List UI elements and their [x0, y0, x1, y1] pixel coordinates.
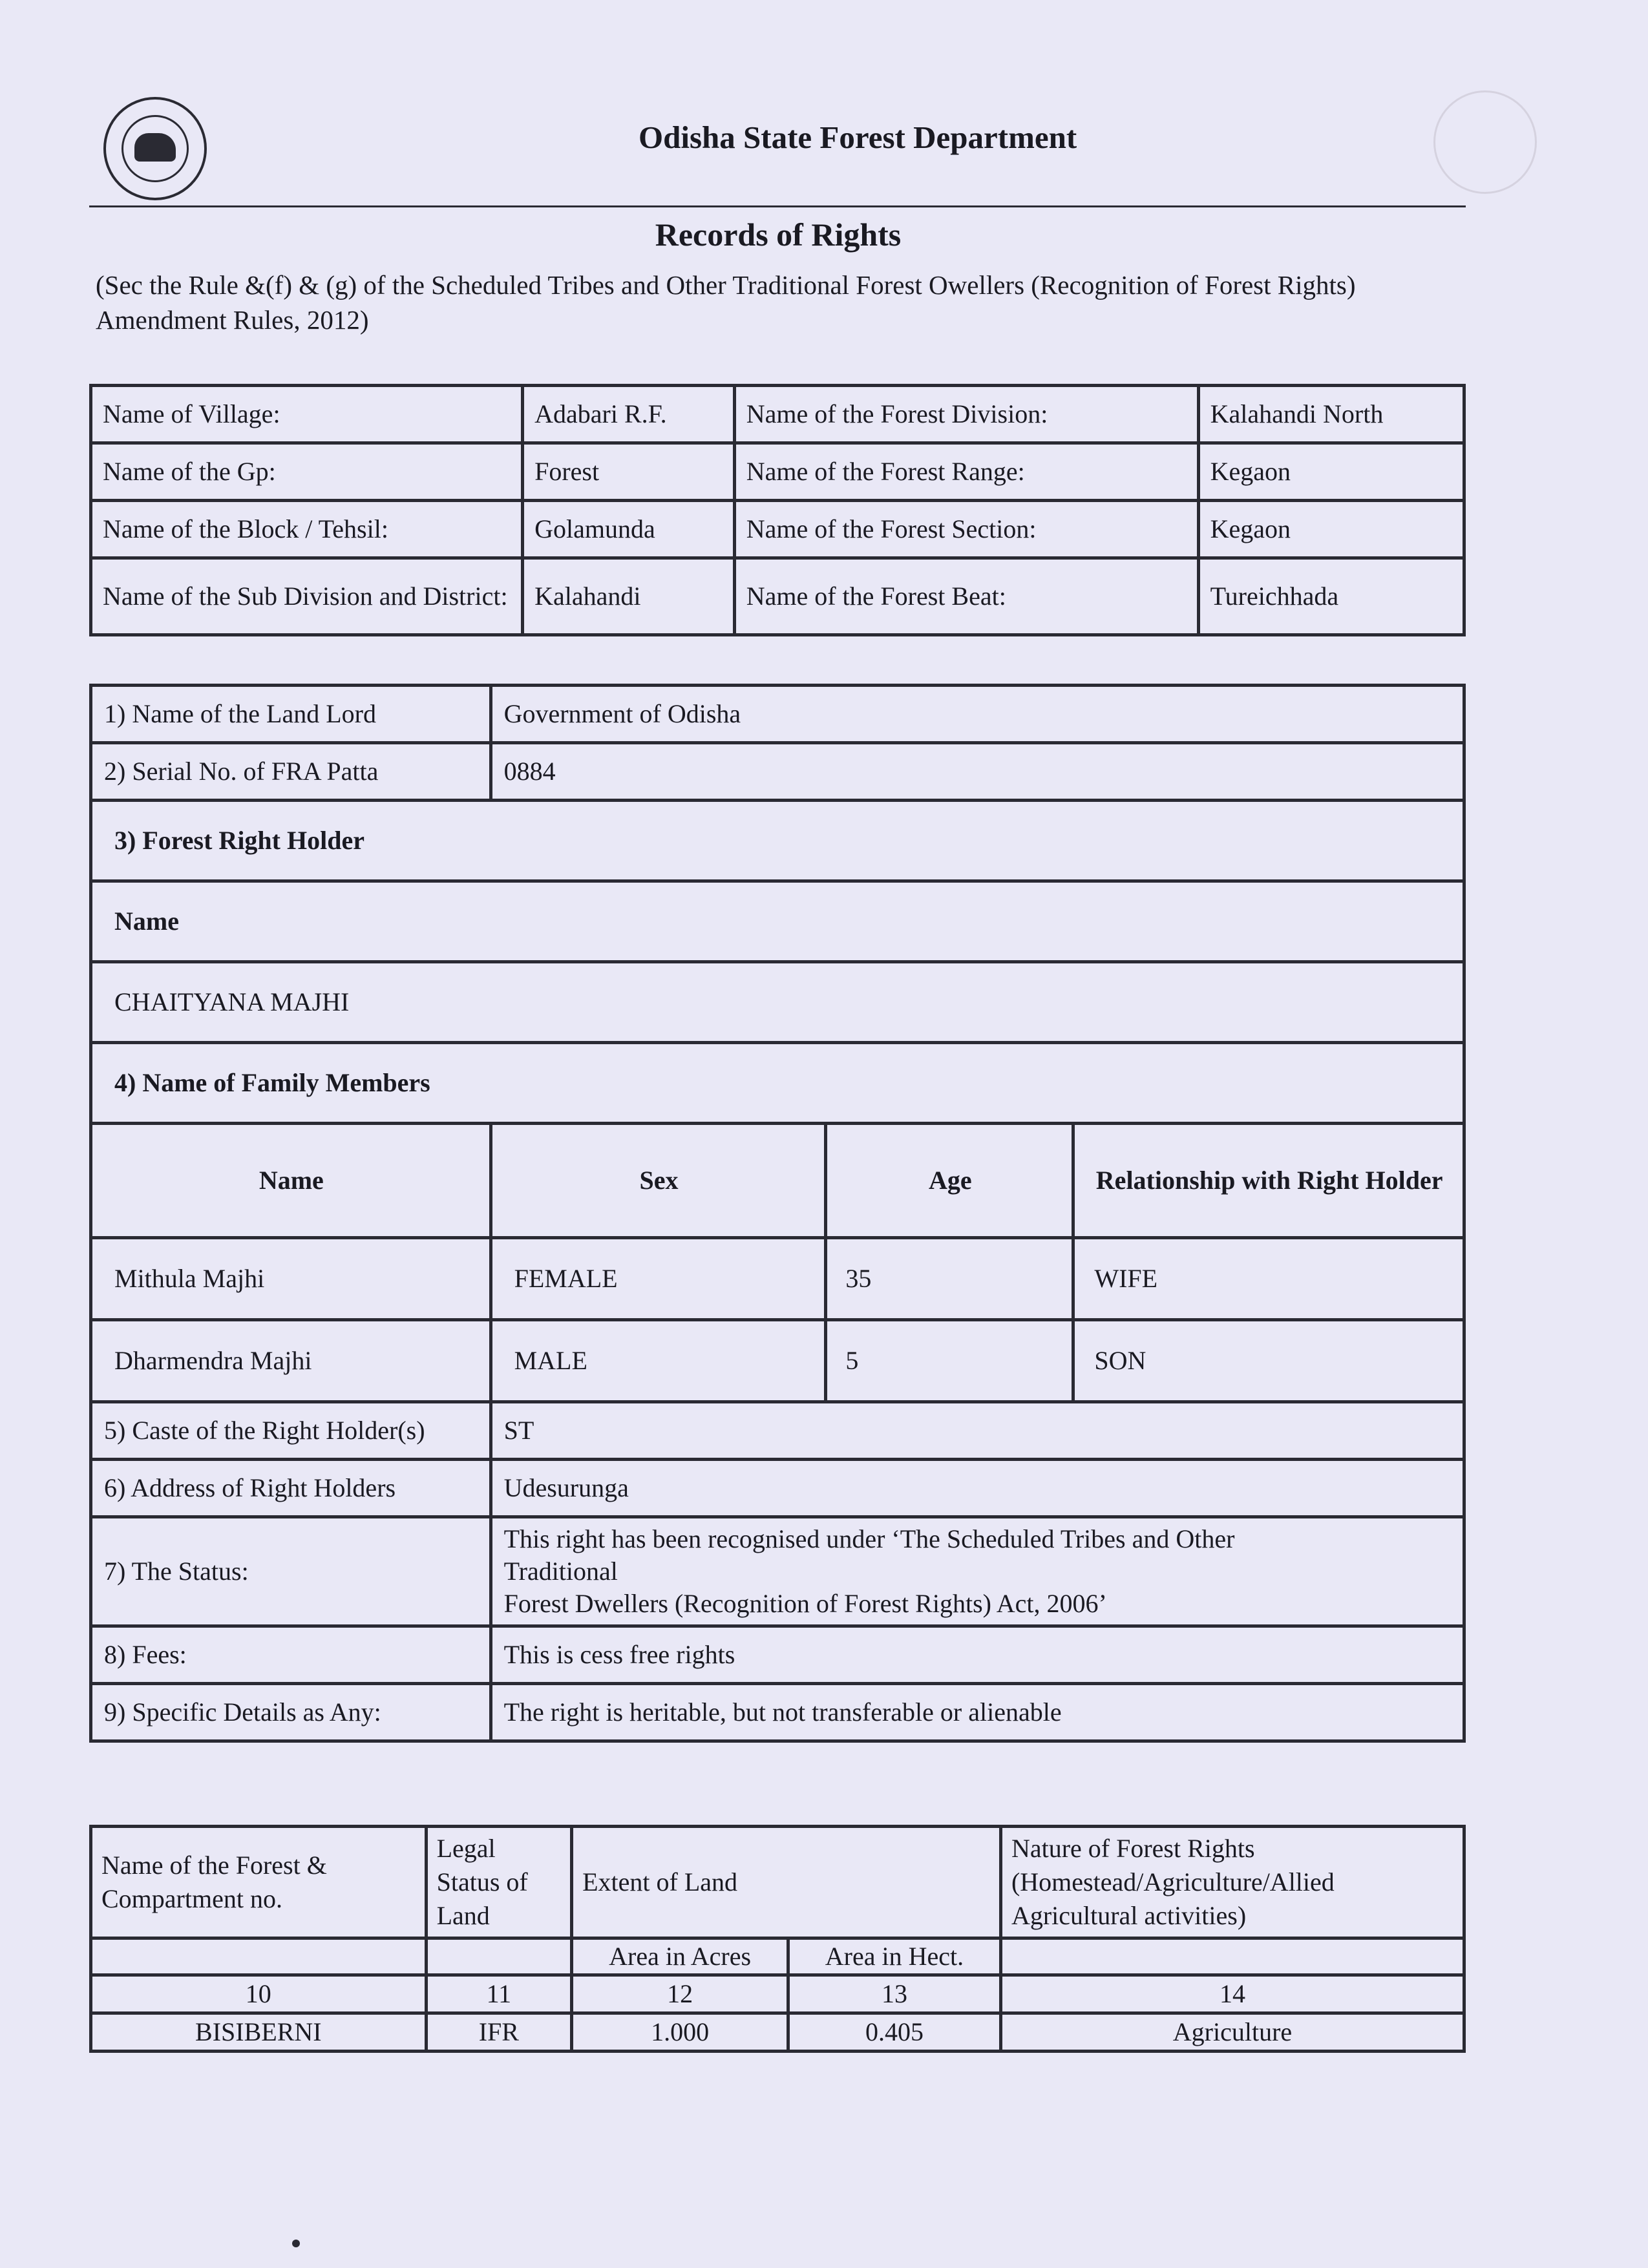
- table-row: [91, 1238, 1464, 1320]
- status-label: 7) The Status:: [91, 1517, 491, 1626]
- location-table: [89, 384, 1466, 636]
- table-row: [91, 1460, 1464, 1517]
- member-age: 35: [826, 1238, 1073, 1320]
- status-line: Traditional: [503, 1557, 618, 1586]
- table-row: [91, 1517, 1464, 1626]
- address-value: Udesurunga: [491, 1460, 1464, 1517]
- forest-beat-label: Name of the Forest Beat:: [734, 558, 1198, 635]
- table-row: [91, 2013, 1464, 2052]
- caste-value: ST: [491, 1402, 1464, 1460]
- family-col-sex: Sex: [491, 1124, 826, 1238]
- gp-label: Name of the Gp:: [91, 443, 523, 501]
- col-number: 11: [426, 1975, 572, 2013]
- fees-value: This is cess free rights: [491, 1626, 1464, 1684]
- col-number: 14: [1000, 1975, 1464, 2013]
- land-table: [89, 1825, 1466, 2053]
- land-acres-value: 1.000: [572, 2013, 788, 2052]
- table-row: [91, 1043, 1464, 1124]
- status-value: [491, 1517, 1464, 1626]
- family-col-name: Name: [91, 1124, 491, 1238]
- col-number: 12: [572, 1975, 788, 2013]
- caste-label: 5) Caste of the Right Holder(s): [91, 1402, 491, 1460]
- department-title: Odisha State Forest Department: [639, 120, 1077, 155]
- holder-heading: 3) Forest Right Holder: [91, 801, 1464, 881]
- document-subtitle: (Sec the Rule &(f) & (g) of the Scheduled Tribes and Other Traditional Forest Owellers (Recognition of Forest Rights) Amendment Rules, 2012): [96, 270, 1356, 335]
- forest-section-label: Name of the Forest Section:: [734, 501, 1198, 558]
- land-legal-value: IFR: [426, 2013, 572, 2052]
- land-col-nature: Nature of Forest Rights (Homestead/Agriculture/Allied Agricultural activities): [1000, 1827, 1464, 1938]
- block-value: Golamunda: [523, 501, 735, 558]
- table-row: [91, 1684, 1464, 1741]
- gp-value: Forest: [523, 443, 735, 501]
- table-row: [91, 558, 1464, 635]
- member-relation: SON: [1073, 1320, 1464, 1402]
- table-row: [91, 1402, 1464, 1460]
- ink-dot: [292, 2240, 300, 2247]
- land-nature-value: Agriculture: [1000, 2013, 1464, 2052]
- forest-division-label: Name of the Forest Division:: [734, 386, 1198, 443]
- land-forest-value: BISIBERNI: [91, 2013, 427, 2052]
- table-row: [91, 386, 1464, 443]
- member-age: 5: [826, 1320, 1073, 1402]
- land-sub-hect: Area in Hect.: [788, 1938, 1001, 1975]
- member-name: Dharmendra Majhi: [91, 1320, 491, 1402]
- family-heading: 4) Name of Family Members: [91, 1043, 1464, 1124]
- header-divider: [89, 205, 1466, 207]
- forest-range-value: Kegaon: [1198, 443, 1464, 501]
- serial-value: 0884: [491, 743, 1464, 801]
- member-sex: FEMALE: [491, 1238, 826, 1320]
- fees-label: 8) Fees:: [91, 1626, 491, 1684]
- rights-details-table: [89, 684, 1466, 1743]
- serial-label: 2) Serial No. of FRA Patta: [91, 743, 491, 801]
- village-label: Name of Village:: [91, 386, 523, 443]
- forest-section-value: Kegaon: [1198, 501, 1464, 558]
- subdivision-value: Kalahandi: [523, 558, 735, 635]
- member-name: Mithula Majhi: [91, 1238, 491, 1320]
- odisha-emblem-icon: [103, 97, 207, 200]
- land-col-forest: Name of the Forest & Compartment no.: [91, 1827, 427, 1938]
- land-subheader-row: [91, 1938, 1464, 1975]
- subdivision-label: Name of the Sub Division and District:: [91, 558, 523, 635]
- table-row: [91, 1626, 1464, 1684]
- table-row: [91, 881, 1464, 962]
- land-lord-value: Government of Odisha: [491, 686, 1464, 743]
- table-row: [91, 501, 1464, 558]
- table-row: [91, 443, 1464, 501]
- table-row: [91, 743, 1464, 801]
- member-sex: MALE: [491, 1320, 826, 1402]
- member-relation: WIFE: [1073, 1238, 1464, 1320]
- specific-value: The right is heritable, but not transferable or alienable: [491, 1684, 1464, 1741]
- col-number: 10: [91, 1975, 427, 2013]
- family-col-relation: Relationship with Right Holder: [1073, 1124, 1464, 1238]
- family-header-row: [91, 1124, 1464, 1238]
- land-hect-value: 0.405: [788, 2013, 1001, 2052]
- forest-range-label: Name of the Forest Range:: [734, 443, 1198, 501]
- specific-label: 9) Specific Details as Any:: [91, 1684, 491, 1741]
- holder-name-label: Name: [91, 881, 1464, 962]
- land-lord-label: 1) Name of the Land Lord: [91, 686, 491, 743]
- table-row: [91, 801, 1464, 881]
- forest-division-value: Kalahandi North: [1198, 386, 1464, 443]
- table-row: [91, 686, 1464, 743]
- faint-seal-icon: [1433, 90, 1537, 194]
- holder-name-value: CHAITYANA MAJHI: [91, 962, 1464, 1043]
- village-value: Adabari R.F.: [523, 386, 735, 443]
- table-row: [91, 1320, 1464, 1402]
- land-header-row: [91, 1827, 1464, 1938]
- family-col-age: Age: [826, 1124, 1073, 1238]
- land-col-legal: Legal Status of Land: [426, 1827, 572, 1938]
- address-label: 6) Address of Right Holders: [91, 1460, 491, 1517]
- status-line: This right has been recognised under ‘The Scheduled Tribes and Other: [503, 1524, 1235, 1553]
- land-sub-acres: Area in Acres: [572, 1938, 788, 1975]
- col-number: 13: [788, 1975, 1001, 2013]
- land-col-extent: Extent of Land: [572, 1827, 1001, 1938]
- document-title: Records of Rights: [655, 216, 902, 253]
- forest-beat-value: Tureichhada: [1198, 558, 1464, 635]
- status-line: Forest Dwellers (Recognition of Forest Rights) Act, 2006’: [503, 1589, 1107, 1618]
- table-row: [91, 962, 1464, 1043]
- land-number-row: [91, 1975, 1464, 2013]
- block-label: Name of the Block / Tehsil:: [91, 501, 523, 558]
